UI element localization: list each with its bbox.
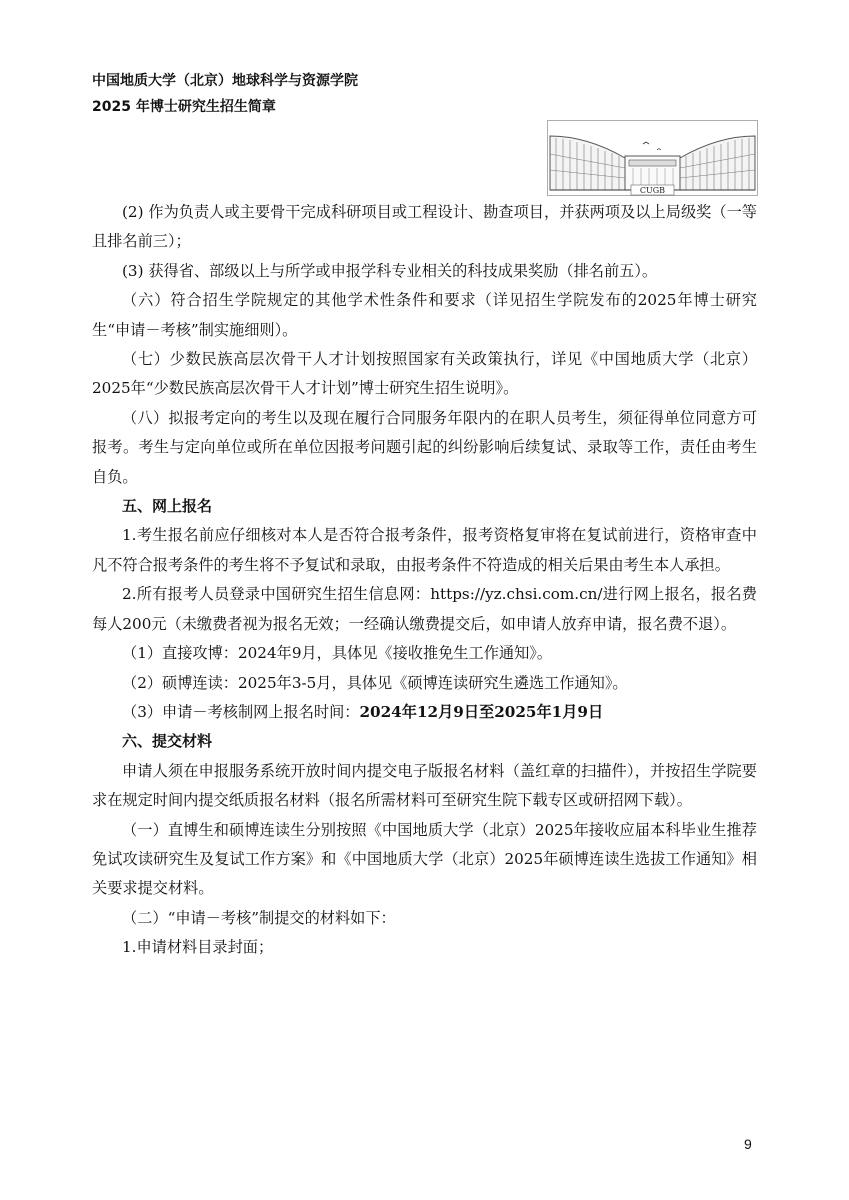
header-school-name: 中国地质大学（北京）地球科学与资源学院: [92, 73, 358, 89]
materials-item-1: 1.申请材料目录封面；: [122, 938, 274, 957]
materials-intro: 申请人须在申报服务系统开放时间内提交电子版报名材料（盖红章的扫描件），并按招生学院要求在规定时间内提交纸质报名材料（报名所需材料可至研究生院下载专区或研招网下载）。: [92, 761, 757, 810]
registration-date-range: 2024年12月9日至2025年1月9日: [359, 702, 604, 721]
logo-caption: CUGB: [639, 186, 666, 195]
materials-clause-2: （二）“申请－考核”制提交的材料如下：: [122, 908, 396, 927]
document-header: [92, 68, 358, 120]
registration-item-1: 1.考生报名前应仔细核对本人是否符合报考条件，报考资格复审将在复试前进行，资格审查中凡不符合报考条件的考生将不予复试和录取，由报考条件不符造成的相关后果由考生本人承担。: [92, 526, 757, 574]
section-heading-submit-materials: 六、提交材料: [122, 732, 213, 751]
registration-item-2: 2.所有报考人员登录中国研究生招生信息网：https://yz.chsi.com.cn/进行网上报名，报名费每人200元（未缴费者视为报名无效；一经确认缴费提交后，如申请人放弃申请，报名费不退）。: [92, 585, 757, 633]
clause-8-employer-consent: （八）拟报考定向的考生以及现在履行合同服务年限内的在职人员考生，须征得单位同意方可报考。考生与定向单位或所在单位因报考问题引起的纠纷影响后续复试、录取等工作，责任由考生自负。: [92, 408, 757, 486]
header-brochure-title: 2025 年博士研究生招生简章: [92, 99, 276, 115]
registration-time-label: （3）申请－考核制网上报名时间：: [122, 702, 360, 721]
registration-apply-assess: [92, 698, 757, 727]
page-number: 9: [744, 1136, 752, 1152]
clause-7-minority-program: （七）少数民族高层次骨干人才计划按照国家有关政策执行，详见《中国地质大学（北京）2025年“少数民族高层次骨干人才计划”博士研究生招生说明》。: [92, 350, 757, 398]
document-body: [92, 198, 757, 963]
item-3-science-award: (3) 获得省、部级以上与所学或申报学科专业相关的科技成果奖励（排名前五）。: [122, 261, 658, 280]
registration-master-phd: （2）硕博连读：2025年3-5月，具体见《硕博连读研究生遴选工作通知》。: [122, 673, 628, 692]
section-heading-online-registration: 五、网上报名: [122, 497, 213, 516]
clause-6-other-requirements: （六）符合招生学院规定的其他学术性条件和要求（详见招生学院发布的2025年博士研究生“申请－考核”制实施细则）。: [92, 291, 757, 339]
registration-direct-phd: （1）直接攻博：2024年9月，具体见《接收推免生工作通知》。: [122, 644, 553, 663]
cugb-building-logo: [547, 120, 758, 196]
item-2-research-project: (2) 作为负责人或主要骨干完成科研项目或工程设计、勘查项目，并获两项及以上局级奖（一等且排名前三）；: [92, 203, 757, 251]
materials-clause-1: （一）直博生和硕博连读生分别按照《中国地质大学（北京）2025年接收应届本科毕业生推荐免试攻读研究生及复试工作方案》和《中国地质大学（北京）2025年硕博连读生选拔工作通知》相关要求提交材料。: [92, 820, 757, 898]
